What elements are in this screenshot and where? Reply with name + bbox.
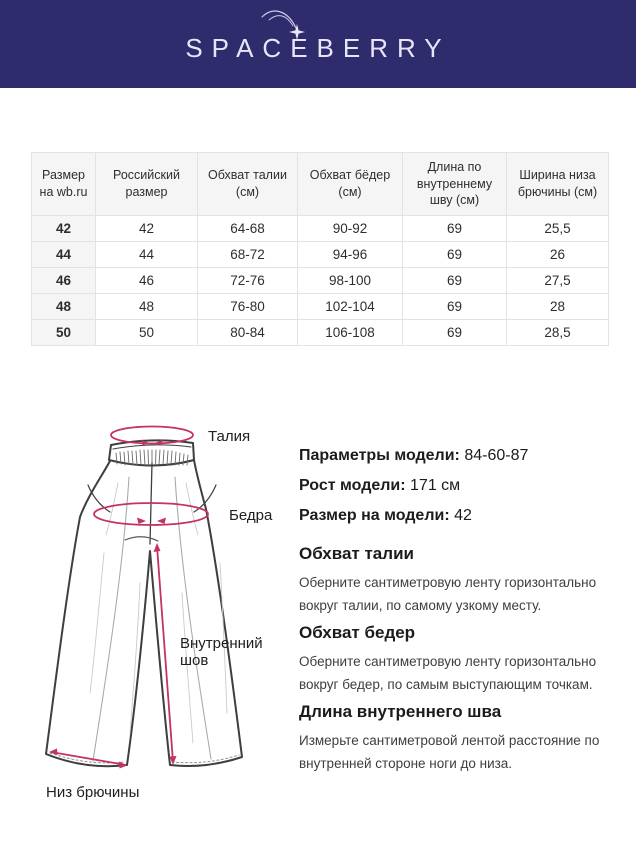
brand-header xyxy=(0,0,636,88)
size-value-cell: 69 xyxy=(403,216,507,242)
size-table-grid xyxy=(31,152,609,346)
diagram-label-hem: Низ брючины xyxy=(46,784,140,801)
size-value-cell: 94-96 xyxy=(298,242,403,268)
model-info-value: 84-60-87 xyxy=(464,447,529,464)
table-row xyxy=(32,320,609,346)
size-value-cell: 27,5 xyxy=(507,268,609,294)
size-value-cell: 48 xyxy=(96,294,198,320)
measurement-guide xyxy=(299,544,623,775)
model-info-line xyxy=(299,441,623,471)
guide-section-title: Длина внутреннего шва xyxy=(299,702,502,721)
pants-sketch xyxy=(30,413,292,813)
column-header: Обхват талии (см) xyxy=(198,153,298,216)
row-size-cell: 50 xyxy=(32,320,96,346)
table-row xyxy=(32,268,609,294)
diagram-label-hips: Бедра xyxy=(229,507,273,524)
size-value-cell: 50 xyxy=(96,320,198,346)
size-value-cell: 68-72 xyxy=(198,242,298,268)
diagram-label-inner-seam: Внутренний шов xyxy=(180,635,263,669)
model-info-line xyxy=(299,471,623,501)
size-value-cell: 69 xyxy=(403,268,507,294)
size-value-cell: 80-84 xyxy=(198,320,298,346)
table-body xyxy=(32,216,609,346)
row-size-cell: 46 xyxy=(32,268,96,294)
column-header: Российский размер xyxy=(96,153,198,216)
size-value-cell: 76-80 xyxy=(198,294,298,320)
size-table xyxy=(31,152,609,346)
table-header-row xyxy=(32,153,609,216)
model-info-label: Рост модели: xyxy=(299,477,411,494)
guide-section-text: Оберните сантиметровую ленту горизонтально вокруг бедер, по самым выступающим точкам. xyxy=(299,654,597,692)
measurement-info-column xyxy=(299,441,623,781)
column-header: Длина по внутреннему шву (см) xyxy=(403,153,507,216)
model-info-label: Параметры модели: xyxy=(299,447,465,464)
guide-section-title: Обхват талии xyxy=(299,544,414,563)
guide-section xyxy=(299,702,623,775)
column-header: Ширина низа брючины (см) xyxy=(507,153,609,216)
model-info xyxy=(299,441,623,531)
guide-section-text: Измерьте сантиметровой лентой расстояние по внутренней стороне ноги до низа. xyxy=(299,733,600,771)
size-value-cell: 69 xyxy=(403,242,507,268)
size-value-cell: 102-104 xyxy=(298,294,403,320)
diagram-label-waist: Талия xyxy=(208,428,251,445)
size-value-cell: 42 xyxy=(96,216,198,242)
column-header: Размер на wb.ru xyxy=(32,153,96,216)
size-value-cell: 28 xyxy=(507,294,609,320)
model-info-value: 42 xyxy=(454,507,472,524)
size-value-cell: 44 xyxy=(96,242,198,268)
size-value-cell: 90-92 xyxy=(298,216,403,242)
row-size-cell: 44 xyxy=(32,242,96,268)
table-row xyxy=(32,294,609,320)
row-size-cell: 48 xyxy=(32,294,96,320)
size-value-cell: 69 xyxy=(403,294,507,320)
model-info-label: Размер на модели: xyxy=(299,507,455,524)
table-row xyxy=(32,216,609,242)
guide-section xyxy=(299,623,623,696)
row-size-cell: 42 xyxy=(32,216,96,242)
size-value-cell: 46 xyxy=(96,268,198,294)
guide-section-title: Обхват бедер xyxy=(299,623,416,642)
guide-section-text: Оберните сантиметровую ленту горизонтально вокруг талии, по самому узкому месту. xyxy=(299,575,597,613)
size-value-cell: 69 xyxy=(403,320,507,346)
column-header: Обхват бёдер (см) xyxy=(298,153,403,216)
model-info-value: 171 см xyxy=(410,477,461,494)
table-row xyxy=(32,242,609,268)
guide-section xyxy=(299,544,623,617)
size-value-cell: 72-76 xyxy=(198,268,298,294)
size-value-cell: 28,5 xyxy=(507,320,609,346)
model-info-line xyxy=(299,501,623,531)
size-value-cell: 98-100 xyxy=(298,268,403,294)
pants-diagram xyxy=(30,413,292,813)
size-value-cell: 26 xyxy=(507,242,609,268)
brand-logo: SPACEBERRY xyxy=(185,33,451,63)
size-value-cell: 106-108 xyxy=(298,320,403,346)
size-value-cell: 64-68 xyxy=(198,216,298,242)
size-value-cell: 25,5 xyxy=(507,216,609,242)
